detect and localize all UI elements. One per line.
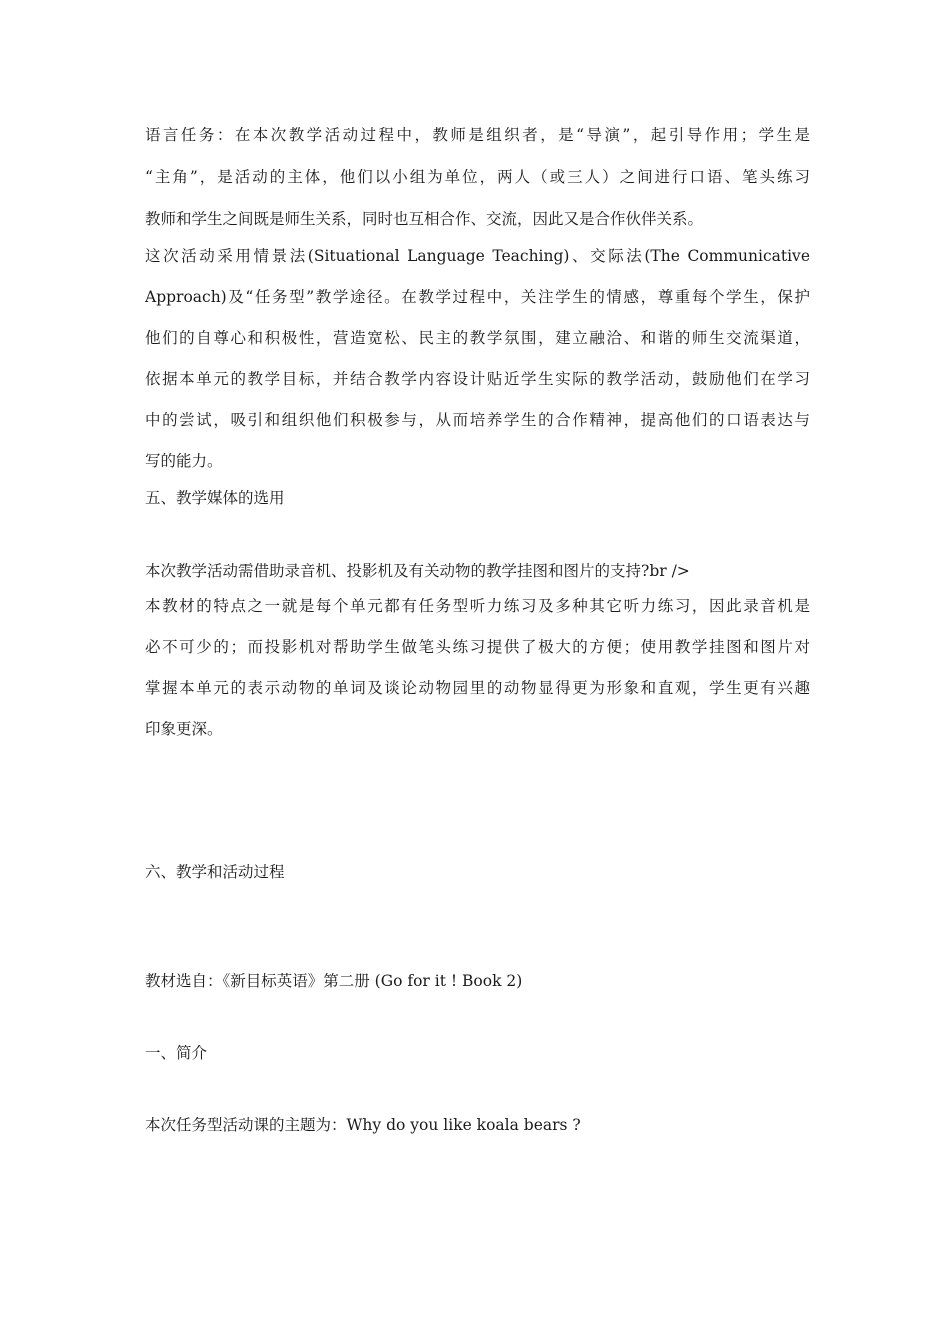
section-heading: 五、教学媒体的选用 (145, 489, 285, 507)
section-heading: 六、教学和活动过程 (145, 863, 285, 881)
paragraph-line: 语言任务：在本次教学活动过程中，教师是组织者，是“导演”，起引导作用；学生是 (145, 126, 810, 144)
paragraph-line: 印象更深。 (145, 720, 223, 738)
paragraph-line: 教材选自：《新目标英语》第二册 (Go for it ! Book 2) (145, 972, 523, 990)
paragraph-line: “主角”，是活动的主体，他们以小组为单位，两人（或三人）之间进行口语、笔头练习 (145, 168, 810, 186)
section-heading: 一、简介 (145, 1044, 208, 1062)
paragraph-line: 写的能力。 (145, 452, 223, 470)
paragraph-line: 教师和学生之间既是师生关系，同时也互相合作、交流，因此又是合作伙伴关系。 (145, 210, 704, 228)
paragraph-line: 中的尝试，吸引和组织他们积极参与，从而培养学生的合作精神，提高他们的口语表达与 (145, 411, 810, 429)
paragraph-line: 他们的自尊心和积极性，营造宽松、民主的教学氛围，建立融洽、和谐的师生交流渠道， (145, 329, 810, 347)
paragraph-line: 这次活动采用情景法(Situational Language Teaching)、交际法(The Communicative (145, 247, 810, 265)
paragraph-line: 必不可少的；而投影机对帮助学生做笔头练习提供了极大的方便；使用教学挂图和图片对 (145, 638, 810, 656)
paragraph-line: 本次教学活动需借助录音机、投影机及有关动物的教学挂图和图片的支持?br /> (145, 562, 690, 580)
paragraph-line: 依据本单元的教学目标，并结合教学内容设计贴近学生实际的教学活动，鼓励他们在学习 (145, 370, 810, 388)
paragraph-line: 本教材的特点之一就是每个单元都有任务型听力练习及多种其它听力练习，因此录音机是 (145, 597, 810, 615)
paragraph-line: 本次任务型活动课的主题为：Why do you like koala bears ? (145, 1116, 581, 1134)
paragraph-line: Approach)及“任务型”教学途径。在教学过程中，关注学生的情感，尊重每个学生，保护 (145, 288, 810, 306)
paragraph-line: 掌握本单元的表示动物的单词及谈论动物园里的动物显得更为形象和直观，学生更有兴趣 (145, 679, 810, 697)
